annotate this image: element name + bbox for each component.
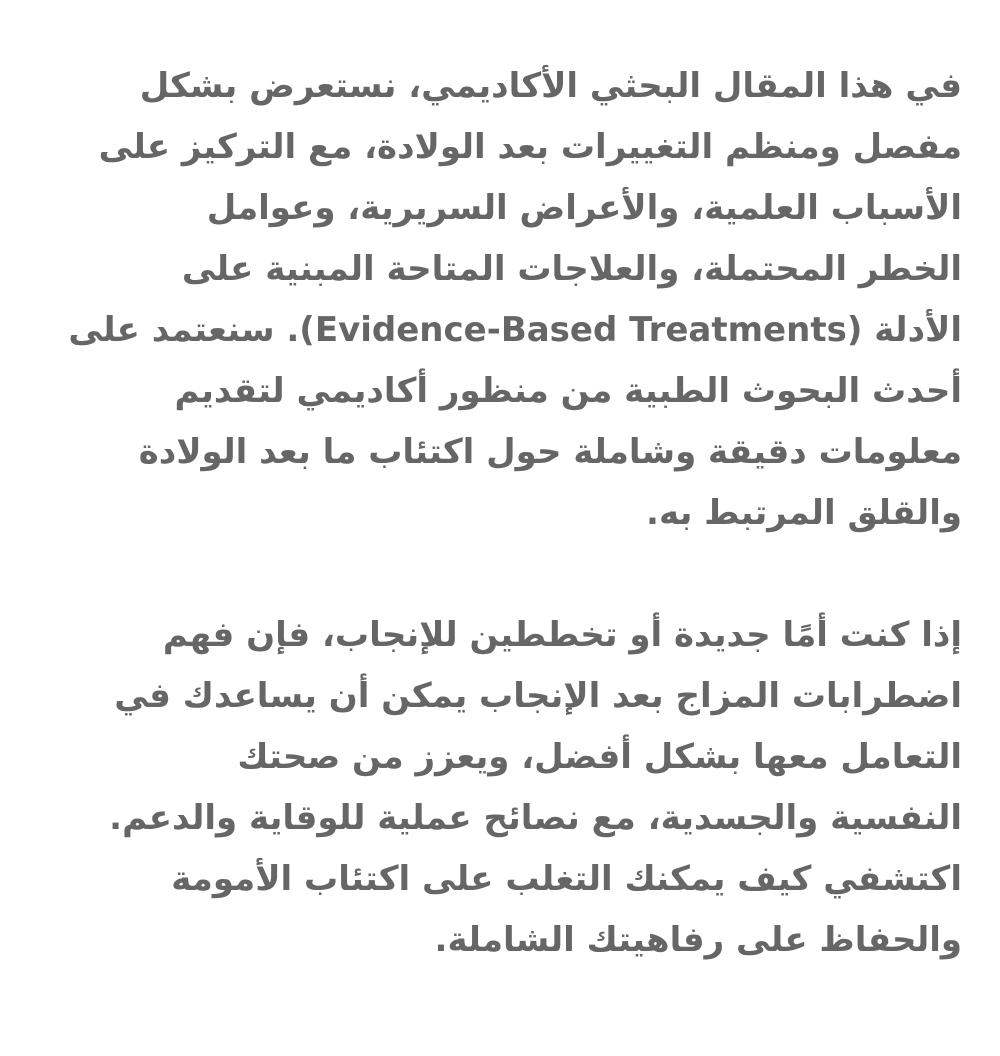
paragraph-intro bbox=[32, 56, 962, 544]
text-line: الأدلة (Evidence-Based Treatments). سنعتمد على bbox=[68, 310, 962, 350]
text-line: معلومات دقيقة وشاملة حول اكتئاب ما بعد الولادة bbox=[138, 432, 962, 472]
text-line: إذا كنت أمًا جديدة أو تخططين للإنجاب، فإن فهم bbox=[162, 615, 962, 655]
text-line: في هذا المقال البحثي الأكاديمي، نستعرض بشكل bbox=[139, 66, 962, 106]
text-line: والحفاظ على رفاهيتك الشاملة. bbox=[434, 920, 962, 960]
text-line: اكتشفي كيف يمكنك التغلب على اكتئاب الأمومة bbox=[171, 859, 962, 899]
text-line: الأسباب العلمية، والأعراض السريرية، وعوامل bbox=[206, 188, 962, 228]
text-line: والقلق المرتبط به. bbox=[646, 493, 962, 533]
text-line: اضطرابات المزاج بعد الإنجاب يمكن أن يساعدك في bbox=[114, 676, 962, 716]
text-line: الخطر المحتملة، والعلاجات المتاحة المبنية على bbox=[181, 249, 962, 289]
text-line: التعامل معها بشكل أفضل، ويعزز من صحتك bbox=[237, 737, 962, 777]
paragraph-audience bbox=[32, 605, 962, 971]
text-line: النفسية والجسدية، مع نصائح عملية للوقاية والدعم. bbox=[109, 798, 962, 838]
text-line: أحدث البحوث الطبية من منظور أكاديمي لتقديم bbox=[174, 371, 962, 411]
article-body bbox=[32, 56, 962, 971]
text-line: مفصل ومنظم التغييرات بعد الولادة، مع التركيز على bbox=[98, 127, 962, 167]
